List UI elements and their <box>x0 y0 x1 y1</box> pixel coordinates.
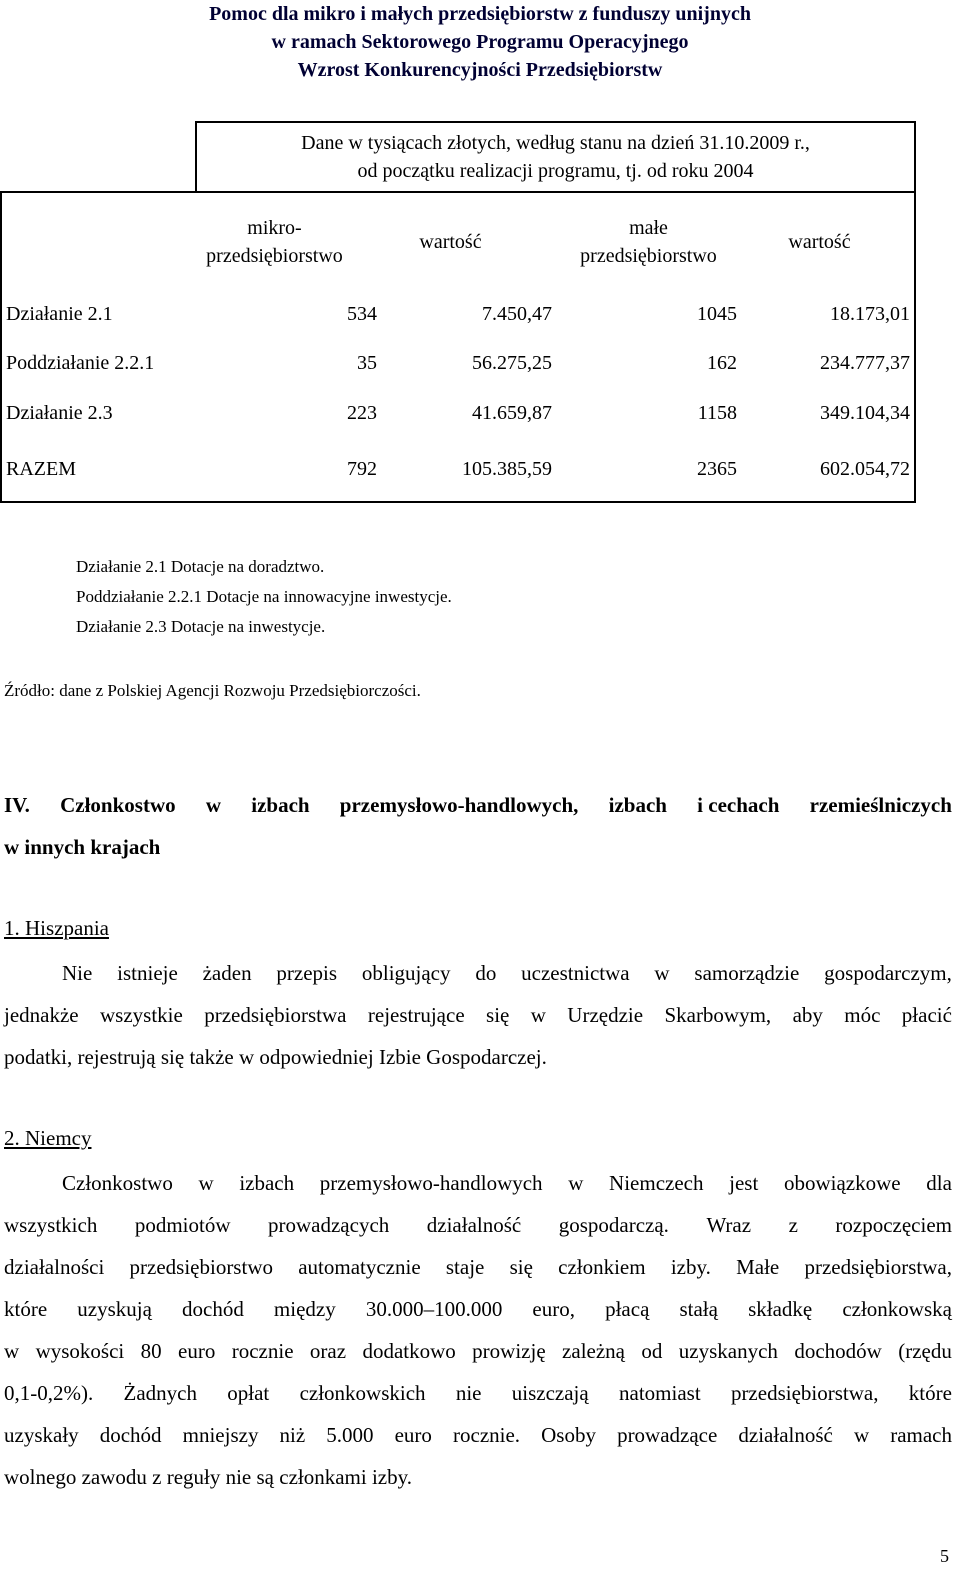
word: uzyskanych <box>678 1339 778 1363</box>
word: w <box>853 1423 870 1447</box>
header-value-micro: wartość <box>381 192 556 290</box>
word: samorządzie <box>694 961 800 985</box>
note-item: Działanie 2.1 Dotacje na doradztwo. <box>76 557 325 576</box>
word: uzyskują <box>77 1297 152 1321</box>
word: 30.000–100.000 <box>365 1297 503 1321</box>
word: się <box>486 1003 510 1027</box>
word: 0,1-0,2%). <box>4 1381 94 1405</box>
word: w <box>568 1171 584 1195</box>
word: uiszczają <box>511 1381 589 1405</box>
word: płacą <box>605 1297 650 1321</box>
word: rocznie <box>231 1339 294 1363</box>
word: jest <box>729 1171 759 1195</box>
word: się <box>509 1255 533 1279</box>
word: dochód <box>182 1297 244 1321</box>
word: przedsiębiorstwa <box>204 1003 347 1027</box>
word: wszystkie <box>100 1003 183 1027</box>
word: gospodarczym, <box>824 961 952 985</box>
word: przedsiębiorstwa, <box>804 1255 952 1279</box>
word: podmiotów <box>134 1213 231 1237</box>
word: wszystkich <box>4 1213 98 1237</box>
title-line: w ramach Sektorowego Programu Operacyjnego <box>271 31 689 53</box>
word: działalność <box>426 1213 522 1237</box>
word: izbach <box>251 793 310 817</box>
title-line: Wzrost Konkurencyjności Przedsiębiorstw <box>297 59 663 81</box>
word: działalności <box>4 1255 105 1279</box>
table-notes <box>76 552 452 642</box>
title-line: Pomoc dla mikro i małych przedsiębiorstw z funduszy unijnych <box>209 3 751 25</box>
word: dochód <box>99 1423 162 1447</box>
word: rejestrujące <box>367 1003 465 1027</box>
word: rzemieślniczych <box>809 793 952 817</box>
word: IV. <box>4 793 30 817</box>
word: jednakże <box>4 1003 79 1027</box>
word: Niemczech <box>609 1171 704 1195</box>
word: z <box>788 1213 798 1237</box>
word: Małe <box>736 1255 780 1279</box>
word: żaden <box>202 961 252 985</box>
word: członkiem <box>558 1255 646 1279</box>
word: opłat <box>227 1381 270 1405</box>
word: 80 <box>140 1339 162 1363</box>
word: w <box>198 1171 214 1195</box>
word: rocznie. <box>453 1423 521 1447</box>
word: dodatkowo <box>362 1339 456 1363</box>
word: członkowską <box>842 1297 952 1321</box>
word: obligujący <box>361 961 451 985</box>
word: członkowskich <box>299 1381 426 1405</box>
word: i cechach <box>697 793 780 817</box>
word: euro, <box>532 1297 575 1321</box>
header-small: małe przedsiębiorstwo <box>556 192 741 290</box>
word: móc <box>844 1003 881 1027</box>
word: Osoby <box>541 1423 596 1447</box>
word: mniejszy <box>182 1423 259 1447</box>
table-row-total: RAZEM 792 105.385,59 2365 602.054,72 <box>1 438 915 502</box>
word: 5.000 <box>326 1423 374 1447</box>
word: uzyskały <box>4 1423 79 1447</box>
section-heading-line <box>4 784 952 826</box>
paragraph-spain: Nie istnieje żaden przepis obligujący do uczestnictwa w samorządzie gospodarczym, jednakże wszystkie przedsiębiorstwa rejestrujące się w Urzędzie Skarbowym, aby móc płacić podatki, rejestrują się także w odpowiedniej Izbie Gospodarczej. <box>4 952 952 1078</box>
subsection-heading-spain: 1. Hiszpania <box>4 916 109 940</box>
word: zależną <box>562 1339 625 1363</box>
word: Skarbowym, <box>664 1003 772 1027</box>
paragraph-germany: Członkostwo w izbach przemysłowo-handlowych w Niemczech jest obowiązkowe dla wszystkich podmiotów prowadzących działalność gospodarczą. Wraz z rozpoczęciem działalności przedsiębiorstwo automatycznie staje się członkiem izby. Małe przedsiębiorstwa, które uzyskują dochód między 30.000–100.000 euro, płacą stałą składkę członkowską w wysokości 80 euro rocznie oraz dodatkowo prowizję zależną od uzyskanych dochodów (rzędu 0,1-0,2%). Żadnych opłat członkowskich nie uiszczają natomiast przedsiębiorstwa, które uzyskały dochód mniejszy niż 5.000 euro rocznie. Osoby prowadzące działalność w ramach wolnego zawodu z reguły nie są członkami izby. <box>4 1162 952 1498</box>
word: Urzędzie <box>567 1003 644 1027</box>
note-item: Poddziałanie 2.2.1 Dotacje na innowacyjne inwestycje. <box>76 587 452 606</box>
header-micro: mikro- przedsiębiorstwo <box>1 192 381 290</box>
word: dla <box>926 1171 952 1195</box>
word: niż <box>279 1423 306 1447</box>
note-item: Działanie 2.3 Dotacje na inwestycje. <box>76 617 326 636</box>
word: Wraz <box>706 1213 752 1237</box>
word: izbach <box>239 1171 295 1195</box>
word: (rzędu <box>898 1339 952 1363</box>
word: Członkostwo <box>62 1171 173 1195</box>
word: prowadzących <box>268 1213 390 1237</box>
word: izby. <box>670 1255 711 1279</box>
word: przedsiębiorstwo <box>129 1255 273 1279</box>
word: gospodarczą. <box>558 1213 669 1237</box>
word: przepis <box>276 961 338 985</box>
word: które <box>908 1381 952 1405</box>
word: oraz <box>309 1339 347 1363</box>
word: przemysłowo-handlowych <box>319 1171 543 1195</box>
word: Nie <box>62 961 93 985</box>
word: Członkostwo <box>60 793 176 817</box>
word: w <box>654 961 670 985</box>
source-note: Źródło: dane z Polskiej Agencji Rozwoju Przedsiębiorczości. <box>4 681 421 700</box>
word: dochodów <box>794 1339 882 1363</box>
word: obowiązkowe <box>783 1171 901 1195</box>
statistics-table <box>0 121 916 503</box>
word: prowadzące <box>617 1423 718 1447</box>
word: natomiast <box>619 1381 701 1405</box>
word: stałą <box>679 1297 718 1321</box>
word: od <box>641 1339 663 1363</box>
word: istnieje <box>117 961 178 985</box>
word: między <box>273 1297 336 1321</box>
word: składkę <box>748 1297 813 1321</box>
word: które <box>4 1297 48 1321</box>
word: w <box>205 793 222 817</box>
word: automatycznie <box>298 1255 421 1279</box>
word: rozpoczęciem <box>835 1213 952 1237</box>
subsection-heading-germany: 2. Niemcy <box>4 1126 92 1150</box>
header-value-small: wartość <box>741 192 915 290</box>
word: w <box>4 1339 20 1363</box>
table-caption: Dane w tysiącach złotych, według stanu na dzień 31.10.2009 r., od początku realizacji programu, tj. od roku 2004 <box>196 122 915 192</box>
word: uczestnictwa <box>521 961 630 985</box>
table-row: Działanie 2.3 223 41.659,87 1158 349.104,34 <box>1 388 915 438</box>
word: aby <box>792 1003 823 1027</box>
word: nie <box>455 1381 482 1405</box>
page-number: 5 <box>940 1546 949 1566</box>
word: działalność <box>738 1423 833 1447</box>
word: prowizję <box>472 1339 546 1363</box>
word: płacić <box>901 1003 952 1027</box>
word: przedsiębiorstwa, <box>730 1381 879 1405</box>
document-title <box>0 0 960 84</box>
word: wysokości <box>35 1339 125 1363</box>
word: euro <box>178 1339 216 1363</box>
word: do <box>475 961 497 985</box>
word: staje <box>445 1255 485 1279</box>
word: euro <box>394 1423 432 1447</box>
word: ramach <box>890 1423 952 1447</box>
table-row: Poddziałanie 2.2.1 35 56.275,25 162 234.777,37 <box>1 338 915 388</box>
word: w <box>530 1003 546 1027</box>
word: Żadnych <box>123 1381 197 1405</box>
word: przemysłowo-handlowych, <box>339 793 579 817</box>
section-heading-line: w innych krajach <box>4 835 161 859</box>
section-heading <box>4 784 952 868</box>
table-row: Działanie 2.1 534 7.450,47 1045 18.173,01 <box>1 290 915 338</box>
word: izbach <box>608 793 667 817</box>
